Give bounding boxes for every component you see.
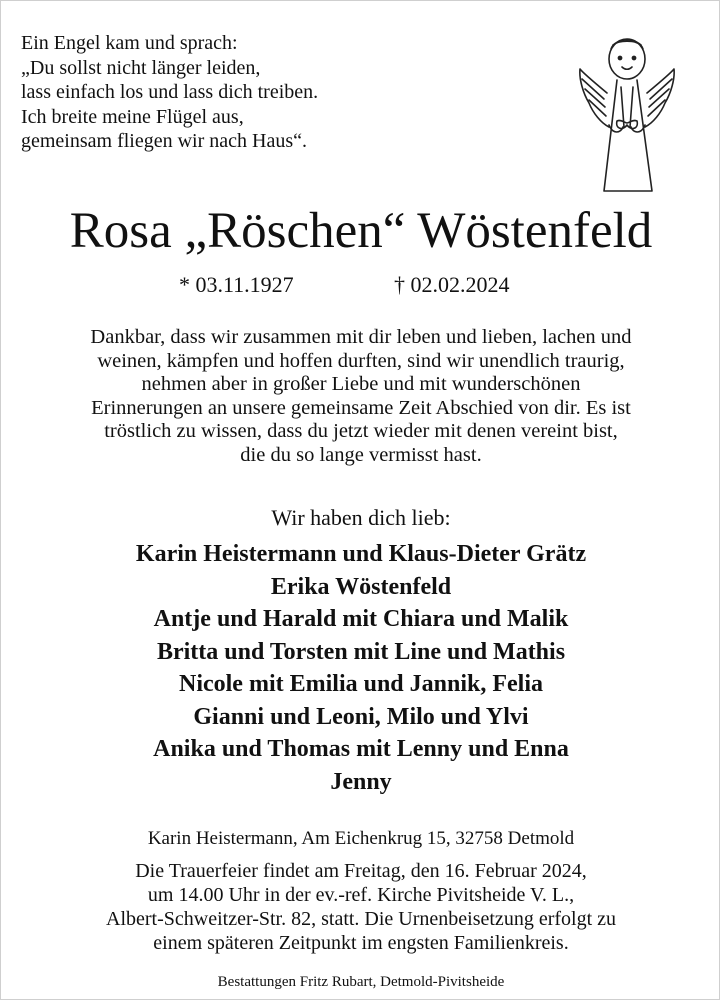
- poem: [21, 31, 521, 154]
- death-date: † 02.02.2024: [394, 272, 510, 297]
- life-dates: [1, 271, 720, 301]
- mourners-list: [1, 538, 720, 798]
- birth-date: * 03.11.1927: [179, 272, 294, 297]
- farewell-message: [1, 326, 720, 467]
- mourner-line: Antje und Harald mit Chiara und Malik: [153, 606, 569, 632]
- poem-line: „Du sollst nicht länger leiden,: [21, 56, 261, 79]
- angel-icon: [577, 23, 677, 193]
- mourner-line: Nicole mit Emilia und Jannik, Felia: [178, 671, 544, 697]
- mourner-line: Erika Wöstenfeld: [270, 573, 452, 600]
- message-line: nehmen aber in großer Liebe und mit wunderschönen: [141, 373, 581, 395]
- message-line: Dankbar, dass wir zusammen mit dir leben und lieben, lachen und: [90, 326, 632, 348]
- mourner-line: Anika und Thomas mit Lenny und Enna: [153, 736, 569, 762]
- funeral-line: einem späteren Zeitpunkt im engsten Familienkreis.: [153, 932, 569, 954]
- poem-line: Ein Engel kam und sprach:: [21, 32, 238, 54]
- mourner-line: Karin Heistermann und Klaus-Dieter Grätz: [135, 541, 587, 567]
- message-line: tröstlich zu wissen, dass du jetzt wieder mit denen vereint bist,: [104, 420, 618, 442]
- contact-address: Karin Heistermann, Am Eichenkrug 15, 32758 Detmold: [147, 828, 575, 849]
- undertaker-credit: Bestattungen Fritz Rubart, Detmold-Pivitsheide: [217, 974, 505, 990]
- message-line: weinen, kämpfen und hoffen durften, sind wir unendlich traurig,: [97, 349, 625, 372]
- funeral-line: Die Trauerfeier findet am Freitag, den 16. Februar 2024,: [135, 860, 587, 882]
- message-line: Erinnerungen an unsere gemeinsame Zeit Abschied von dir. Es ist: [91, 396, 631, 419]
- deceased-name: Rosa „Röschen“ Wöstenfeld: [69, 203, 653, 259]
- message-line: die du so lange vermisst hast.: [240, 443, 482, 466]
- funeral-line: Albert-Schweitzer-Str. 82, statt. Die Urnenbeisetzung erfolgt zu: [106, 908, 616, 930]
- mourners-intro: Wir haben dich lieb:: [271, 505, 451, 530]
- poem-line: gemeinsam fliegen wir nach Haus“.: [21, 130, 308, 152]
- mourner-line: Gianni und Leoni, Milo und Ylvi: [193, 703, 529, 730]
- funeral-line: um 14.00 Uhr in der ev.-ref. Kirche Pivitsheide V. L.,: [147, 884, 575, 906]
- poem-line: Ich breite meine Flügel aus,: [21, 105, 244, 128]
- mourner-line: Jenny: [330, 768, 392, 795]
- mourner-line: Britta und Torsten mit Line und Mathis: [156, 638, 566, 665]
- funeral-notice: [1, 859, 720, 955]
- poem-line: lass einfach los und lass dich treiben.: [21, 81, 319, 103]
